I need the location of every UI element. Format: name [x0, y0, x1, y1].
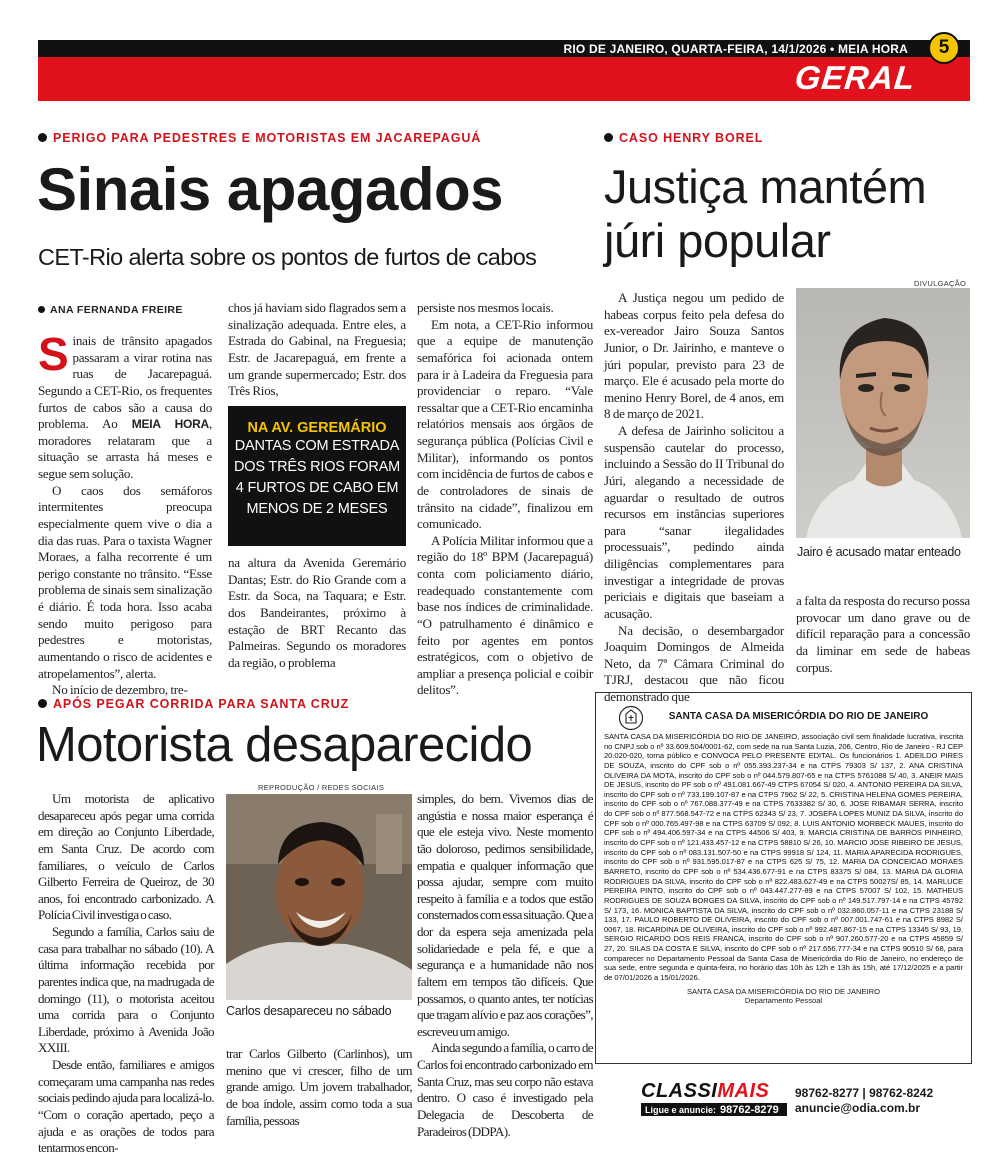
paragraph: Na decisão, o desembargador Joaquim Domingos de Almeida Neto, da 7ª Câmara Criminal do TJRJ, destacou que não ficou demonstrado que	[604, 622, 784, 704]
ligue-phone: 98762-8279	[720, 1104, 779, 1116]
story1-col3	[417, 300, 593, 699]
text: , moradores relataram que a situação se arrasta há meses e segue sem solução.	[38, 416, 212, 481]
paragraph: trar Carlos Gilberto (Carlinhos), um menino que vi crescer, filho de um grande amigo. Um jovem trabalhador, de boa índole, assim como toda a sua família, pessoas	[226, 1046, 412, 1128]
story2-headline	[604, 160, 926, 268]
brand-part: CLASSI	[641, 1080, 718, 1102]
story1-kicker	[38, 131, 481, 145]
photo-caption: Carlos desapareceu no sábado	[226, 1004, 392, 1018]
bullet-icon	[38, 133, 47, 142]
email: anuncie@odia.com.br	[795, 1101, 921, 1115]
phones: 98762-8277 | 98762-8242	[795, 1086, 934, 1100]
bullet-icon	[38, 699, 47, 708]
paragraph: O caos dos semáforos intermitentes preocupa especialmente quem vive o dia a dia das ruas. Para o taxista Wagner Moraes, a falha recorrente é um perigo constante no trânsito. “Esse problema de sinais sem sinalização é diário. É toda hora. Isso acaba sendo muito perigoso para pedestres e motoristas, aumentando o risco de acidentes e atropelamentos”, alerta.	[38, 482, 212, 681]
photo-credit: DIVULGAÇÃO	[914, 279, 967, 288]
story1-col1	[38, 328, 212, 699]
notice-body: SANTA CASA DA MISERICÓRDIA DO RIO DE JANEIRO, associação civil sem finalidade lucrativa, inscrita no CNPJ sob o nº 33.609.504/0001-62, com sede na rua Santa Luzia, 206, Centro, Rio de Janeiro - RJ CEP 20.020-020, torna público e CONVOCA PELO PRESENTE EDITAL. Os funcionários 1. ADEILDO PIRES DE SOUZA, inscrito do CPF sob o nº 055.393.237-34 e na CTPS 79303 S/ 137, 2. ANA CRISTINA OLIVEIRA DA MOTA, inscrito do CPF sob o nº 044.579.807-65 e na CTPS 5761088 S/ 40, 3. ANEIR MAIS DE JESUS, inscrito do PF sob o nº 491.081.667-49 CTPS 67054 S/ 020, 4. ANTONIO PEREIRA DA SILVA, inscrito do CPF sob o nº 733.199.107-87 e na CTPS 7962 S/ 22, 5. CRISTINA HELENA GOMES PEREIRA, inscrito do CPF sob o nº 767.088.377-49 e na CTPS 7633382 S/ 30, 6. JOSE RIBAMAR SERRA, inscrito do CPF sob o nº 877.568.547-72 e na CTPS 62343 S/ 23, 7. JOSEFA LOPES MUNIZ DA SILVA, inscrito do CPF sob o nº 000.765.497-98 e na CTPS 63709 S/ 092, 8. LUIS ANTONIO MORBECK MAUES, inscrito do CPF sob o nº 494.406.597-34 e na CTPS 44506 S/ 403, 9. MARCIA CRISTINA DE BARROS PINHEIRO, inscrito do CPF sob o nº 121.433.457-12 e na CTPS 58810 S/ 26, 10. MARCIO JOSE RIBEIRO DE JESUS, inscrito do CPF sob o nº 083.131.507-50 e na CTPS 99918 S/ 124, 11. MARIA APARECIDA RODRIGUES, inscrito do CPF sob o nº 931.595.017-87 e na CTPS 625 S/ 75, 12. MARIA DA CONCEICAO MORAES BARRETO, inscrito do CPF sob o nº 534.436.677-91 e na CTPS 83375 S/ 084, 13. MARIA DA GLORIA RODRIGUES DA SILVA, inscrito do CPF sob o nº 822.483.627-49 e na CTPS 50027S/ 85, 14. MARLUCE PEREIRA PINTO, inscrito do CPF sob o nº 043.447.277-89 e na CTPS 57007 S/ 102, 15. MATHEUS RODRIGUES DE SOUZA BORGES DA SILVA, inscrito do CPF sob o nº 149.517.797-14 e na CTPS 45792 S/ 173, 16. MONICA BAPTISTA DA SILVA, inscrito do CPF sob o nº 032.860.057-11 e na CTPS 23188 S/ 133, 17. PAULO ROBERTO DE OLIVEIRA, inscrito do CPF sob o nº 007.001.747-61 e na CTPS 8982 S/ 0067, 18. RICARDINA DE OLIVEIRA, inscrito do CPF sob o nº 992.487.867-15 e na CTPS 13345 S/ 93, 19. SERGIO RICARDO DOS REIS FRANCA, inscrito do CPF sob o nº 907.260.577-20 e na CTPS 45859 S/ 27, 20. SILAS DA COSTA E SILVA, inscrito do CPF sob o nº 217.656.777-34 e na CTPS 90510 S/ 68, para comparecer no Departamento Pessoal da Santa Casa de Misericórdia do Rio de Janeiro, no endereço de sua sede, entre segunda e quinta-feira, no horário das 10h às 12h e 13h às 15h, até 17/12/2025 e a partir de 07/01/2026 a 15/01/2026.	[604, 732, 964, 983]
story3-col1	[38, 791, 214, 1157]
photo-caption: Jairo é acusado matar enteado	[797, 545, 961, 559]
ligue-bar	[641, 1103, 787, 1116]
section-bar	[38, 57, 970, 101]
carlos-photo	[226, 794, 412, 1000]
paragraph: Desde então, familiares e amigos começaram uma campanha nas redes sociais pedindo ajuda para localizá-lo. “Com o coração apertado, peço a ajuda e as orações de todos para tentarmos encon-	[38, 1057, 214, 1156]
headline-line: júri popular	[604, 214, 831, 267]
paragraph: Em nota, a CET-Rio informou que a equipe de manutenção semafórica foi acionada ontem para ir à Ladeira da Freguesia para providenciar o reparo. “Vale ressaltar que a CET-Rio encaminha relatórios mensais aos órgãos de segurança pública (Polícias Civil e Militar), informando os pontos com incidência de furtos de cabos e de controladores de sinais de trânsito na cidade”, finalizou em comunicado.	[417, 316, 593, 532]
story2-col2	[796, 593, 970, 676]
paragraph: simples, do bem. Vivemos dias de angústia e nossa maior esperança é que ele esteja vivo. Neste momento tão doloroso, pedimos sensibilidade, empatia e qualquer informação que possa ajudar, sempre com muito respeito à família e a todos que estão consternados com essa situação. Que a dor da espera seja amenizada pela solidariedade e pela fé, e que a segurança e a humanidade não nos faltem em tempos tão difíceis. Que possamos, o quanto antes, ter notícias que tragam alívio e paz aos corações”, escreveu um amigo.	[417, 791, 593, 1039]
story3-kicker-text: APÓS PEGAR CORRIDA PARA SANTA CRUZ	[53, 697, 350, 711]
story1-byline	[38, 304, 183, 316]
paragraph: Segundo a família, Carlos saiu de casa para trabalhar no sábado (10). A última informação recebida por parentes indica que, na madrugada de domingo (11), o motorista aceitou uma corrida para o Conjunto Liberdade, próximo à Avenida João XXIII.	[38, 924, 214, 1056]
paragraph: No início de dezembro, tre-	[52, 682, 188, 698]
classified-ad	[607, 1070, 962, 1118]
story3-col2	[226, 1046, 412, 1129]
paragraph: A Justiça negou um pedido de habeas corpus feito pela defesa do ex-vereador Jairo Souza Santos Junior, o Dr. Jairinho, e manteve o júri popular, previsto para 23 de março. Ele é acusado pela morte do menino Henry Borel, de 4 anos, em 8 de março de 2021.	[604, 290, 784, 422]
classimais-logo	[641, 1080, 769, 1103]
bullet-icon	[604, 133, 613, 142]
brand-mention: MEIA HORA	[131, 417, 209, 432]
paragraph: A defesa de Jairinho solicitou a suspensão cautelar do processo, incluindo a Sessão do II Tribunal do Júri, alegando a necessidade de aguardar o resultado de outros recursos em instâncias superiores para “sanar ilegalidades processuais”, pedindo ainda diligências complementares para investigar a integridade de provas periciais e digitais que baseiam a acusação.	[604, 423, 784, 621]
story2-kicker	[604, 131, 763, 145]
jairo-photo	[796, 288, 970, 538]
callout-box	[228, 406, 406, 546]
signature-line: SANTA CASA DA MISERICÓRDIA DO RIO DE JANEIRO	[686, 986, 881, 996]
story1-col2-top	[228, 300, 406, 400]
headline-line: Justiça mantém	[604, 160, 927, 213]
ligue-text: Ligue e anuncie:	[645, 1105, 717, 1115]
paragraph: chos já haviam sido flagrados sem a sinalização adequada. Entre eles, a Estrada do Gabinal, na Freguesia; Estr. de Jacarepaguá, em frente a um grande supermercado; Estr. dos Três Rios,	[228, 300, 406, 399]
notice-title: SANTA CASA DA MISERICÓRDIA DO RIO DE JANEIRO	[668, 711, 929, 722]
bullet-icon	[38, 306, 45, 313]
story2-kicker-text: CASO HENRY BOREL	[619, 131, 764, 145]
story1-subhead: CET-Rio alerta sobre os pontos de furtos de cabos	[38, 244, 537, 270]
notice-signature	[604, 987, 963, 1006]
brand-part: MAIS	[717, 1080, 770, 1102]
story1-col2-bottom	[228, 555, 406, 671]
paragraph: Um motorista de aplicativo desapareceu após pegar uma corrida em direção ao Conjunto Liberdade, em Santa Cruz. De acordo com familiares, o veículo de Carlos Gilberto Ferreira de Queiroz, de 30 anos, foi encontrado carbonizado. A Polícia Civil investiga o caso.	[38, 791, 214, 923]
legal-notice	[595, 692, 972, 1064]
drop-cap: S	[38, 328, 69, 380]
santa-casa-emblem-icon	[618, 705, 644, 731]
story3-kicker	[38, 697, 349, 711]
story2-col1	[604, 290, 784, 706]
dateline: RIO DE JANEIRO, QUARTA-FEIRA, 14/1/2026 • MEIA HORA	[563, 42, 908, 56]
paragraph: a falta da resposta do recurso possa provocar um dano grave ou de difícil reparação para a concessão da liminar em sede de habeas corpus.	[796, 593, 970, 675]
story1-kicker-text: PERIGO PARA PEDESTRES E MOTORISTAS EM JACAREPAGUÁ	[53, 131, 482, 145]
page-number: 5	[928, 32, 960, 64]
paragraph: persiste nos mesmos locais.	[417, 300, 554, 315]
paragraph: Ainda segundo a família, o carro de Carlos foi encontrado carbonizado em Santa Cruz, mas seu corpo não estava dentro. O caso é investigado pela Delegacia de Descoberta de Paradeiros (DDPA).	[417, 1040, 593, 1139]
story1-headline: Sinais apagados	[37, 156, 503, 223]
top-bar	[38, 40, 970, 57]
text: inais de trânsito apagados passaram a virar rotina nas ruas de Jacarepaguá. Segundo a CET-Rio, os frequentes furtos de cabos são a causa do problema. Ao	[38, 333, 212, 432]
signature-line: Departamento Pessoal	[744, 996, 823, 1006]
section-title: GERAL	[792, 59, 917, 96]
story3-col3	[417, 791, 593, 1140]
story3-headline: Motorista desaparecido	[36, 718, 533, 772]
photo-credit: REPRODUÇÃO / REDES SOCIAIS	[258, 783, 385, 792]
callout-text: DANTAS COM ESTRADA DOS TRÊS RIOS FORAM 4 FURTOS DE CABO EM MENOS DE 2 MESES	[234, 438, 400, 518]
callout-highlight: NA AV. GEREMÁRIO	[247, 420, 387, 436]
paragraph: na altura da Avenida Geremário Dantas; Estr. do Rio Grande com a Estr. da Soca, na Taquara; e Estr. dos Bandeirantes, próximo à estação de BRT Recanto das Palmeiras. Segundo os moradores da região, o problema	[228, 555, 406, 670]
paragraph: A Polícia Militar informou que a região do 18º BPM (Jacarepaguá) conta com policiamento diário, readequado constantemente com base nos índices de criminalidade. “O patrulhamento é dinâmico e feito por agentes em pontos estratégicos, com o objetivo de ampliar a presença policial e coibir delitos”.	[417, 532, 593, 698]
byline-text: ANA FERNANDA FREIRE	[50, 304, 183, 316]
